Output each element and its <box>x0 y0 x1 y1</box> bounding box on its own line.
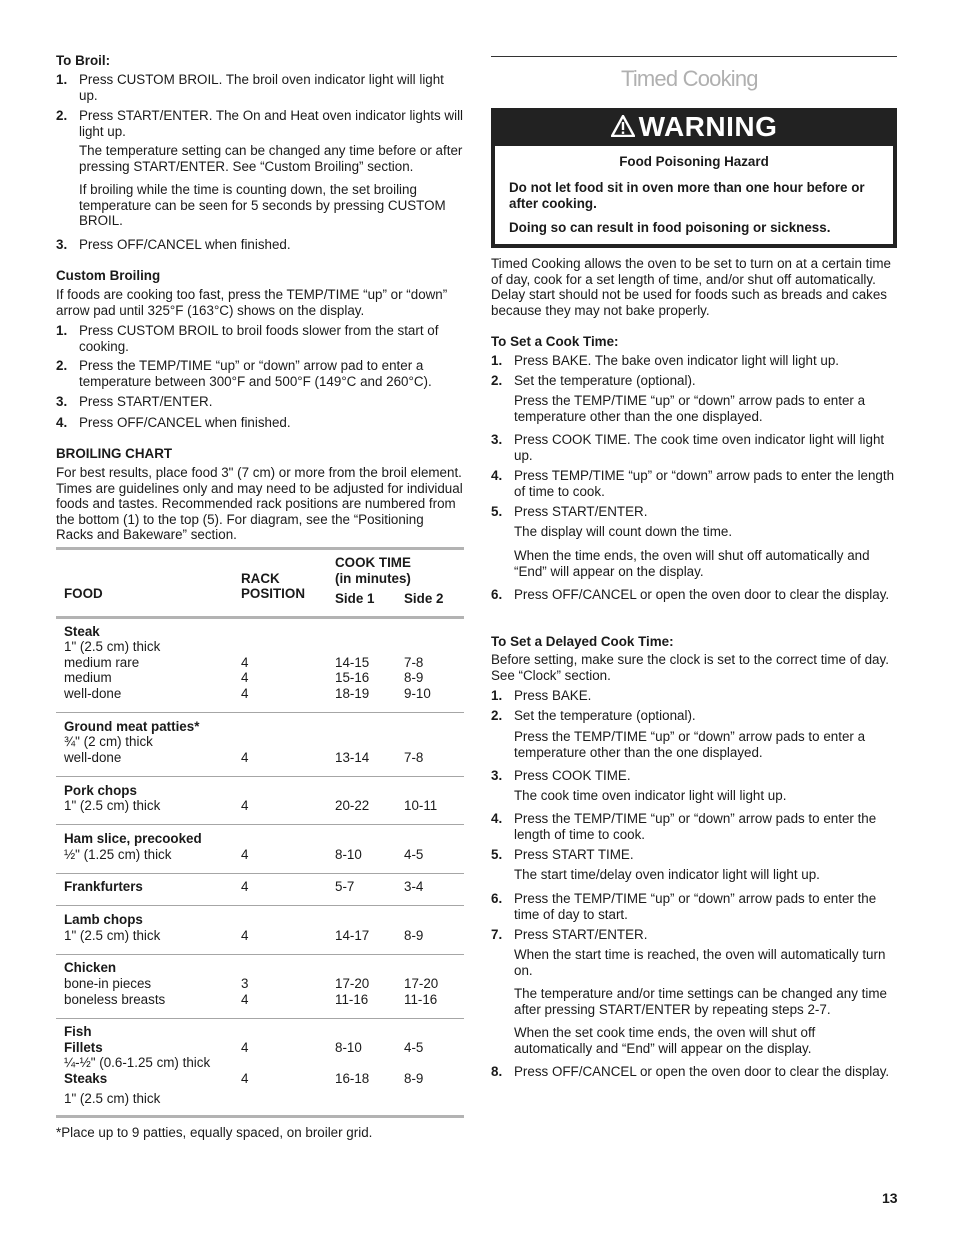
header-in-minutes: (in minutes) <box>335 571 411 586</box>
table-bottom-rule <box>56 1115 464 1118</box>
table-top-rule <box>56 547 464 550</box>
cook-step-4: 4. Press TEMP/TIME “up” or “down” arrow pads to enter the length of time to cook. <box>491 468 895 499</box>
row-divider <box>56 905 464 906</box>
cook-time-heading: To Set a Cook Time: <box>491 334 619 349</box>
cook-note-3: When the time ends, the oven will shut off automatically and “End” will appear on the display. <box>514 548 870 579</box>
header-position: POSITION <box>241 586 305 601</box>
cook-step-6: 6. Press OFF/CANCEL or open the oven door to clear the display. <box>491 587 890 602</box>
row-divider <box>56 954 464 955</box>
warning-box <box>491 108 897 248</box>
warning-hazard: Food Poisoning Hazard <box>619 154 769 169</box>
custom-step-4: 4. Press OFF/CANCEL when finished. <box>56 415 291 430</box>
broil-note-2: If broiling while the time is counting down, the set broiling temperature can be seen for 5 seconds by pressing CUSTOM BROIL. <box>79 182 446 229</box>
delayed-step-6: 6. Press the TEMP/TIME “up” or “down” arrow pads to enter the time of day to start. <box>491 891 877 922</box>
cook-note-2: The display will count down the time. <box>514 524 733 539</box>
custom-step-1: 1. Press CUSTOM BROIL to broil foods slower from the start of cooking. <box>56 323 439 354</box>
cook-note-1: Press the TEMP/TIME “up” or “down” arrow pads to enter a temperature other than the one displayed. <box>514 393 866 424</box>
broil-step-3: 3. Press OFF/CANCEL when finished. <box>56 237 291 252</box>
delayed-note-2: The cook time oven indicator light will light up. <box>514 788 787 803</box>
header-side-2: Side 2 <box>404 591 444 606</box>
title-rule <box>491 56 897 57</box>
cook-step-2: 2. Set the temperature (optional). <box>491 373 696 388</box>
custom-step-2: 2. Press the TEMP/TIME “up” or “down” arrow pad to enter a temperature between 300°F and 500°F (149°C and 260°C). <box>56 358 432 389</box>
delayed-note-6: When the set cook time ends, the oven will shut off automatically and “End” will appear on the display. <box>514 1025 816 1056</box>
cook-step-1: 1. Press BAKE. The bake oven indicator light will light up. <box>491 353 840 368</box>
header-cook-time: COOK TIME <box>335 555 411 570</box>
delayed-note-1: Press the TEMP/TIME “up” or “down” arrow pads to enter a temperature other than the one displayed. <box>514 729 866 760</box>
warning-triangle-icon <box>611 115 635 141</box>
timed-cooking-intro: Timed Cooking allows the oven to be set to turn on at a certain time of day, cook for a set length of time, and/or shut off automatically. Delay start should not be used for foods such as breads and cakes because they may not bake properly. <box>491 256 891 318</box>
row-divider <box>56 776 464 777</box>
warning-body <box>495 146 893 244</box>
broil-step-1: 1. Press CUSTOM BROIL. The broil oven indicator light will light up. <box>56 72 444 103</box>
row-divider <box>56 712 464 713</box>
delayed-step-2: 2. Set the temperature (optional). <box>491 708 696 723</box>
delayed-note-5: The temperature and/or time settings can be changed any time after pressing START/ENTER by repeating steps 2-7. <box>514 986 887 1017</box>
delayed-step-8: 8. Press OFF/CANCEL or open the oven door to clear the display. <box>491 1064 890 1079</box>
broil-note-1: The temperature setting can be changed any time before or after pressing START/ENTER. See “Custom Broiling” section. <box>79 143 463 174</box>
warning-line-1: Do not let food sit in oven more than one hour before or after cooking. <box>509 180 865 211</box>
warning-header <box>491 108 897 146</box>
custom-broiling-intro: If foods are cooking too fast, press the TEMP/TIME “up” or “down” arrow pad until 325°F (163°C) shows on the display. <box>56 287 448 318</box>
delayed-step-4: 4. Press the TEMP/TIME “up” or “down” arrow pads to enter the length of time to cook. <box>491 811 877 842</box>
cook-step-3: 3. Press COOK TIME. The cook time oven indicator light will light up. <box>491 432 885 463</box>
delayed-note-4: When the start time is reached, the oven will automatically turn on. <box>514 947 886 978</box>
custom-step-3: 3. Press START/ENTER. <box>56 394 213 409</box>
broiling-chart-intro: For best results, place food 3" (7 cm) or more from the broil element. Times are guidelines only and may need to be adjusted for individual foods and tastes. Recommended rack positions are numbered from the bottom (1) to the top (5). For diagram, see the “Positioning Racks and Bakeware” section. <box>56 465 463 543</box>
header-bottom-rule <box>56 616 464 619</box>
delayed-step-7: 7. Press START/ENTER. <box>491 927 648 942</box>
delayed-step-1: 1. Press BAKE. <box>491 688 592 703</box>
custom-broiling-heading: Custom Broiling <box>56 268 161 283</box>
to-broil-heading: To Broil: <box>56 53 111 68</box>
cook-step-5: 5. Press START/ENTER. <box>491 504 648 519</box>
delayed-cook-heading: To Set a Delayed Cook Time: <box>491 634 674 649</box>
row-divider <box>56 824 464 825</box>
broil-step-2: 2. Press START/ENTER. The On and Heat oven indicator lights will light up. <box>56 108 464 139</box>
warning-line-2: Doing so can result in food poisoning or sickness. <box>509 220 831 235</box>
delayed-note-3: The start time/delay oven indicator light will light up. <box>514 867 820 882</box>
row-divider <box>56 873 464 874</box>
header-food: FOOD <box>64 586 103 601</box>
delayed-step-3: 3. Press COOK TIME. <box>491 768 631 783</box>
section-title: Timed Cooking <box>621 66 758 91</box>
page-number: 13 <box>882 1190 898 1206</box>
delayed-step-5: 5. Press START TIME. <box>491 847 634 862</box>
header-side-1: Side 1 <box>335 591 375 606</box>
warning-label: WARNING <box>638 111 778 142</box>
header-rack: RACK <box>241 571 280 586</box>
broiling-chart-heading: BROILING CHART <box>56 446 173 461</box>
delayed-cook-intro: Before setting, make sure the clock is set to the correct time of day. See “Clock” section. <box>491 652 889 683</box>
row-divider <box>56 1018 464 1019</box>
table-footnote: *Place up to 9 patties, equally spaced, on broiler grid. <box>56 1125 373 1140</box>
